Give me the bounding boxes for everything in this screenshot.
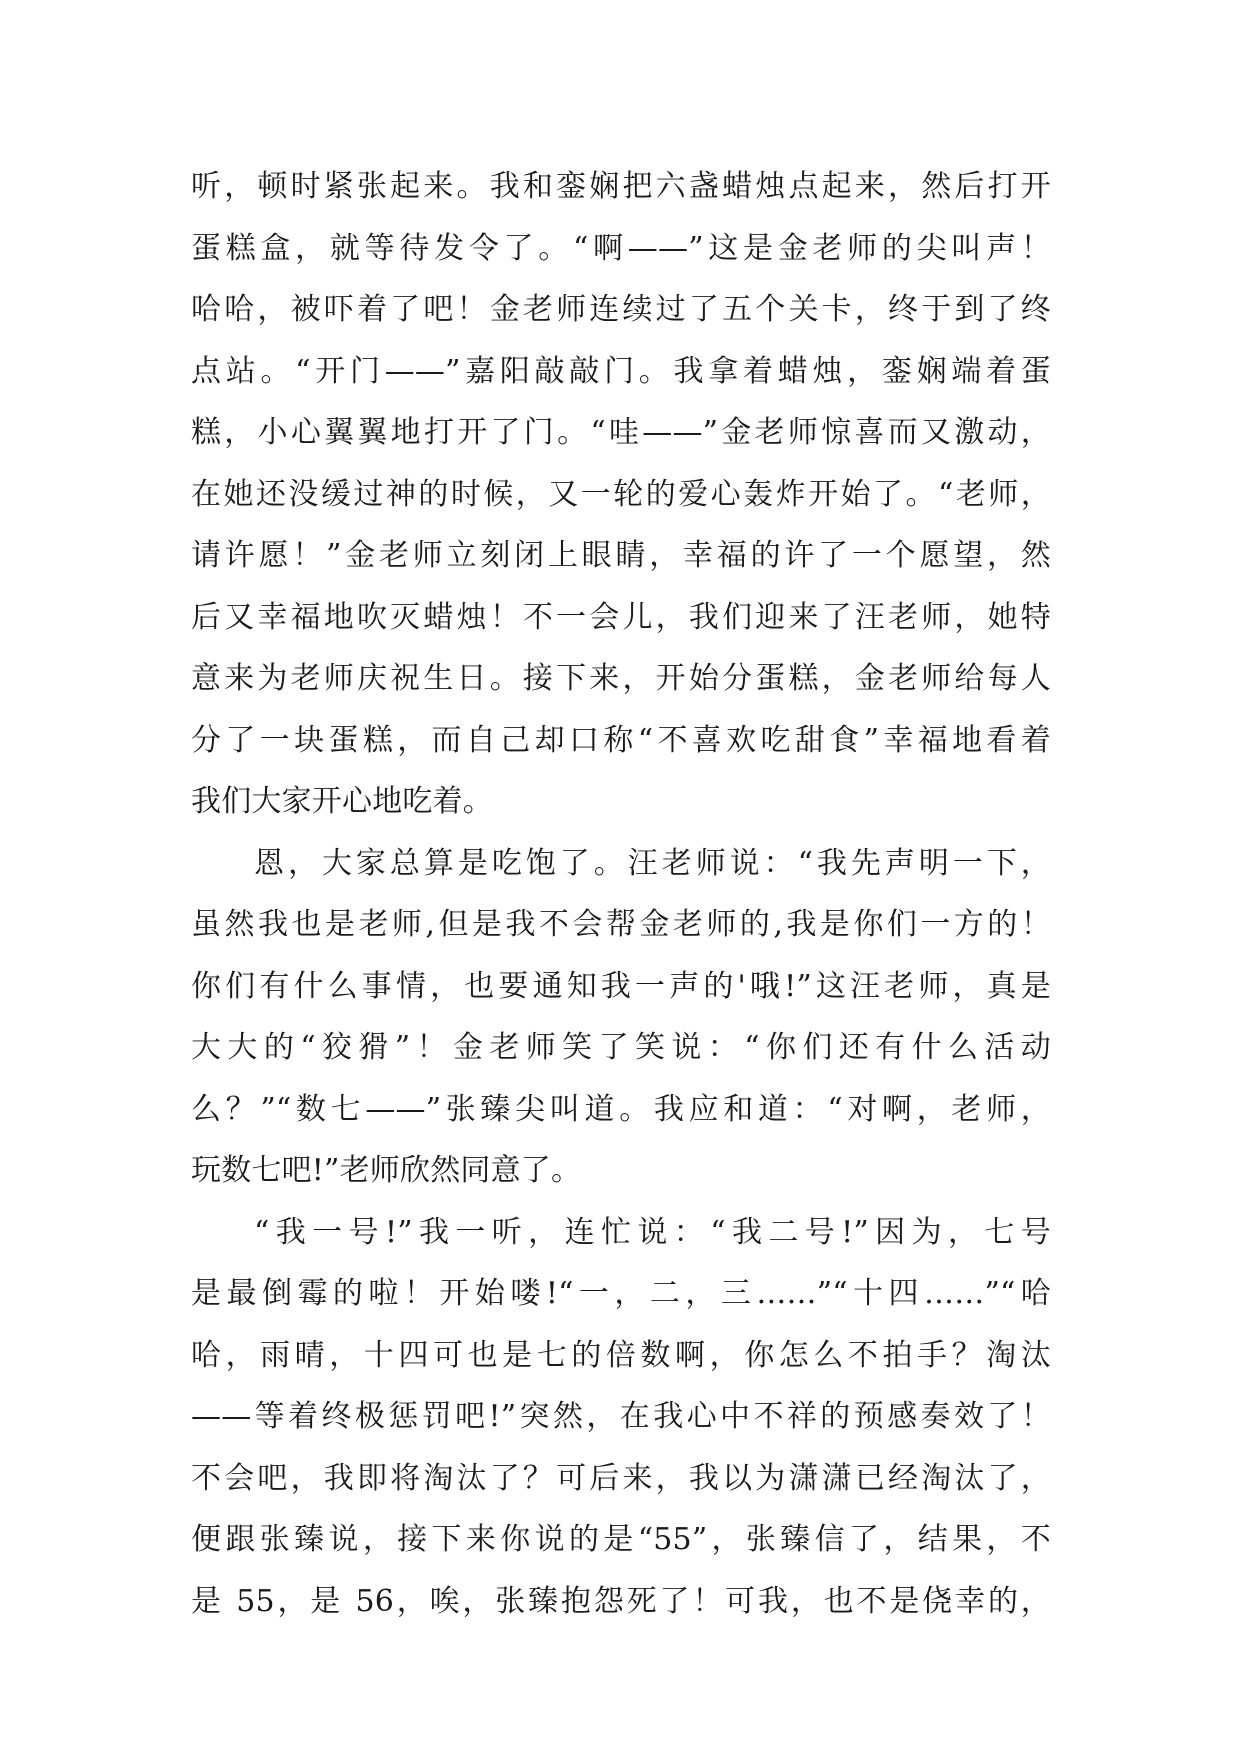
- text-line: 分了一块蛋糕，而自己却口称“不喜欢吃甜食”幸福地看着: [191, 722, 1051, 758]
- text-line: 么？”“数七——”张臻尖叫道。我应和道：“对啊，老师，: [191, 1091, 1051, 1127]
- text-line: 意来为老师庆祝生日。接下来，开始分蛋糕，金老师给每人: [191, 661, 1051, 696]
- text-line: 是 55，是 56，唉，张臻抱怨死了！可我，也不是侥幸的，: [191, 1583, 1051, 1619]
- body-text: [191, 156, 1051, 1632]
- text-line: 虽然我也是老师,但是我不会帮金老师的,我是你们一方的！: [191, 907, 1051, 942]
- text-line: 后又幸福地吹灭蜡烛！不一会儿，我们迎来了汪老师，她特: [191, 599, 1051, 635]
- text-line: 你们有什么事情，也要通知我一声的'哦!”这汪老师，真是: [191, 968, 1051, 1004]
- text-line: 是最倒霉的啦！开始喽!“一，二，三……”“十四……”“哈: [191, 1276, 1051, 1311]
- text-line: 在她还没缓过神的时候，又一轮的爱心轰炸开始了。“老师，: [191, 476, 1051, 512]
- text-line: 我们大家开心地吃着。: [191, 784, 493, 819]
- text-line: ——等着终极惩罚吧!”突然，在我心中不祥的预感奏效了！: [191, 1399, 1051, 1434]
- text-line: 便跟张臻说，接下来你说的是“55”，张臻信了，结果，不: [191, 1522, 1051, 1557]
- text-line: 玩数七吧!”老师欣然同意了。: [191, 1153, 582, 1188]
- text-line: 大大的“狡猾”！金老师笑了笑说：“你们还有什么活动: [191, 1030, 1051, 1065]
- text-line: 点站。“开门——”嘉阳敲敲门。我拿着蜡烛，銮娴端着蛋: [191, 353, 1051, 389]
- text-line: 哈，雨晴，十四可也是七的倍数啊，你怎么不拍手？淘汰: [191, 1337, 1051, 1373]
- text-line: 蛋糕盒，就等待发令了。“啊——”这是金老师的尖叫声！: [191, 230, 1051, 266]
- text-line: 糕，小心翼翼地打开了门。“哇——”金老师惊喜而又激动，: [191, 415, 1051, 450]
- text-line: 不会吧，我即将淘汰了？可后来，我以为潇潇已经淘汰了，: [191, 1460, 1051, 1496]
- text-line: 哈哈，被吓着了吧！金老师连续过了五个关卡，终于到了终: [191, 292, 1051, 327]
- paragraph-first-line: 恩，大家总算是吃饱了。汪老师说：“我先声明一下，: [254, 845, 1051, 881]
- text-line: 听，顿时紧张起来。我和銮娴把六盏蜡烛点起来，然后打开: [191, 169, 1051, 204]
- paragraph-first-line: “我一号!”我一听，连忙说：“我二号!”因为，七号: [254, 1214, 1051, 1250]
- text-line: 请许愿！”金老师立刻闭上眼睛，幸福的许了一个愿望，然: [191, 538, 1051, 573]
